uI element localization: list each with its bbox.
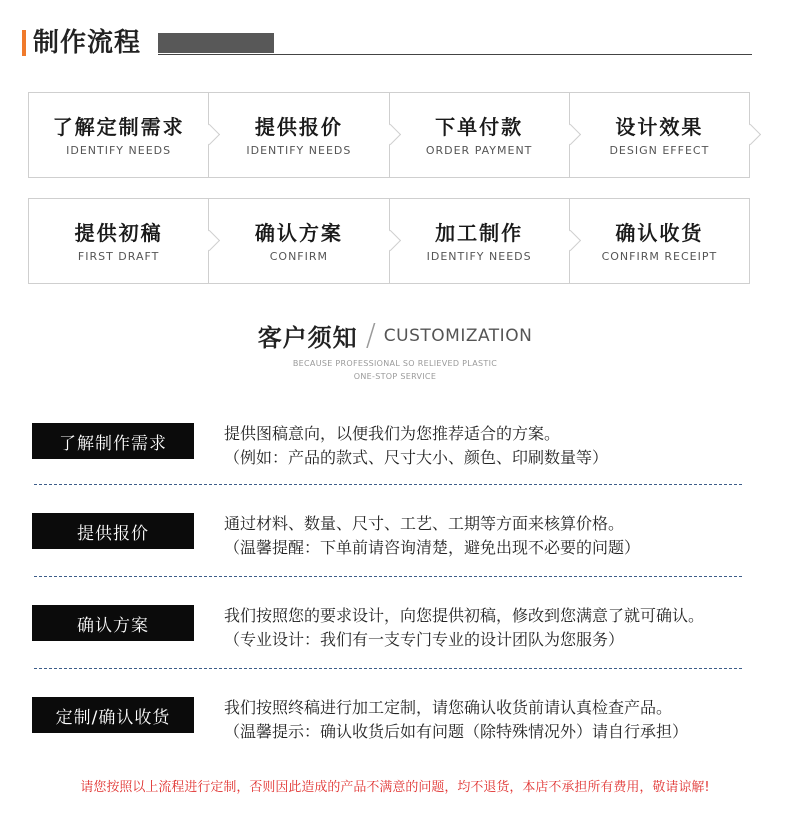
- step-subtitle: IDENTIFY NEEDS: [426, 249, 532, 263]
- notice-item-text: [224, 696, 688, 744]
- step-title: 提供报价: [254, 114, 343, 139]
- process-step: [209, 199, 389, 283]
- notice-item-note: （温馨提醒：下单前请咨询清楚，避免出现不必要的问题）: [224, 538, 641, 557]
- notice-item: [32, 512, 752, 572]
- notice-item-label: 了解制作需求: [32, 423, 194, 459]
- dashed-divider: [34, 484, 742, 485]
- slash-divider-icon: /: [365, 318, 376, 353]
- notice-item-text: [224, 604, 704, 652]
- process-step: [570, 93, 749, 177]
- header-accent-bar: [22, 30, 26, 56]
- step-subtitle: IDENTIFY NEEDS: [246, 143, 352, 157]
- step-subtitle: ORDER PAYMENT: [425, 143, 533, 157]
- notice-heading: [0, 318, 790, 353]
- footer-warning: 请您按照以上流程进行定制，否则因此造成的产品不满意的问题，均不退货，本店不承担所有费用，敬请谅解!: [80, 780, 710, 795]
- notice-title-en: CUSTOMIZATION: [383, 325, 533, 346]
- process-step: [29, 93, 209, 177]
- step-title: 提供初稿: [74, 220, 163, 245]
- chevron-right-icon: [740, 124, 761, 145]
- step-title: 加工制作: [435, 220, 524, 245]
- step-subtitle: CONFIRM RECEIPT: [601, 249, 718, 263]
- process-step: [570, 199, 749, 283]
- notice-item-note: （专业设计：我们有一支专门专业的设计团队为您服务）: [224, 630, 625, 649]
- notice-item-note: （例如：产品的款式、尺寸大小、颜色、印刷数量等）: [224, 448, 609, 467]
- notice-item-text: [224, 512, 640, 560]
- dashed-divider: [34, 576, 742, 577]
- notice-item-label: 提供报价: [32, 513, 194, 549]
- notice-item-line: 我们按照您的要求设计，向您提供初稿，修改到您满意了就可确认。: [224, 606, 705, 625]
- process-row-1: [28, 92, 750, 178]
- dashed-divider: [34, 668, 742, 669]
- process-step: [390, 199, 570, 283]
- process-step: [29, 199, 209, 283]
- notice-subtitle-1: BECAUSE PROFESSIONAL SO RELIEVED PLASTIC: [292, 359, 498, 368]
- notice-item-line: 我们按照终稿进行加工定制，请您确认收货前请认真检查产品。: [224, 698, 673, 717]
- notice-item: [32, 696, 752, 756]
- notice-item-label: 确认方案: [32, 605, 194, 641]
- step-subtitle: CONFIRM: [269, 249, 329, 263]
- notice-item-note: （温馨提示：确认收货后如有问题（除特殊情况外）请自行承担）: [224, 722, 689, 741]
- step-title: 了解定制需求: [52, 114, 185, 139]
- process-step: [390, 93, 570, 177]
- step-title: 确认方案: [254, 220, 343, 245]
- step-title: 下单付款: [435, 114, 524, 139]
- notice-item: [32, 604, 752, 664]
- header-rule: [158, 54, 752, 55]
- step-title: 确认收货: [615, 220, 704, 245]
- step-subtitle: DESIGN EFFECT: [609, 143, 710, 157]
- section-title: 制作流程: [33, 28, 142, 58]
- step-subtitle: FIRST DRAFT: [77, 249, 160, 263]
- notice-title-cn: 客户须知: [257, 324, 358, 352]
- notice-item: [32, 422, 752, 482]
- step-title: 设计效果: [615, 114, 704, 139]
- notice-item-text: [224, 422, 608, 470]
- process-step: [209, 93, 389, 177]
- notice-item-line: 通过材料、数量、尺寸、工艺、工期等方面来核算价格。: [224, 514, 625, 533]
- notice-item-line: 提供图稿意向，以便我们为您推荐适合的方案。: [224, 424, 561, 443]
- header-decor-bar: [158, 33, 274, 53]
- process-row-2: [28, 198, 750, 284]
- notice-subtitle-2: ONE-STOP SERVICE: [353, 372, 437, 381]
- step-subtitle: IDENTIFY NEEDS: [66, 143, 172, 157]
- notice-item-label: 定制/确认收货: [32, 697, 194, 733]
